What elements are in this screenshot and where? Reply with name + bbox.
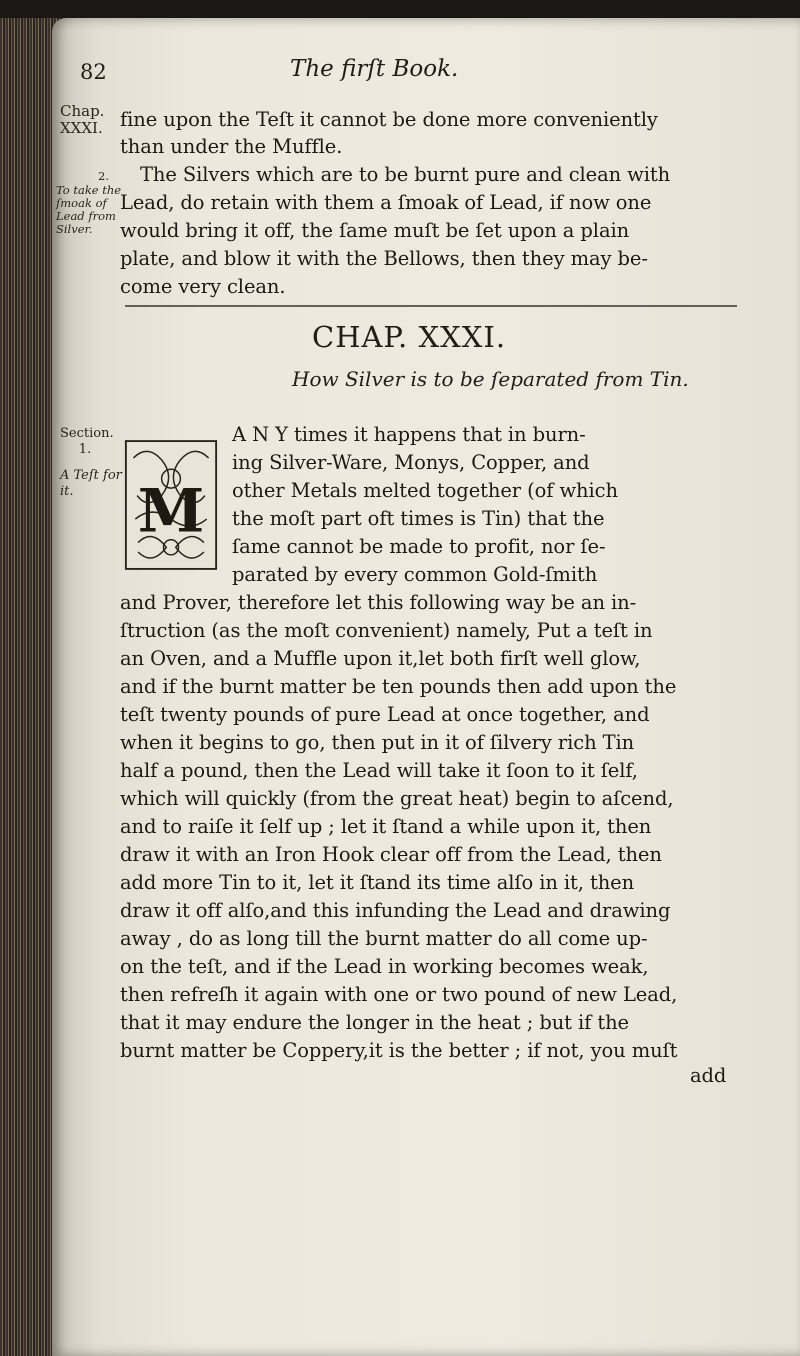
- running-head: The firſt Book.: [290, 56, 459, 82]
- margin-note-line: To take the: [56, 183, 122, 197]
- text-line: add more Tin to it, let it ſtand its time alſo in it, then: [120, 871, 635, 894]
- catchword: add: [690, 1064, 727, 1087]
- margin-chap: Chap.: [60, 102, 105, 120]
- chapter-title: CHAP. XXXI.: [312, 320, 507, 354]
- margin-section-num: 1.: [78, 442, 92, 457]
- text-line: which will quickly (from the great heat) begin to aſcend,: [120, 787, 674, 810]
- text-line: Lead, do retain with them a ſmoak of Lead, if now one: [120, 191, 652, 214]
- text-line: the moſt part oft times is Tin) that the: [232, 507, 605, 530]
- text-line: ing Silver-Ware, Monys, Copper, and: [232, 451, 590, 474]
- text-line: burnt matter be Coppery,it is the better ; if not, you muſt: [120, 1039, 678, 1062]
- text-line: draw it with an Iron Hook clear off from the Lead, then: [120, 843, 662, 866]
- margin-note-line: Lead from: [56, 209, 116, 223]
- text-line: on the teſt, and if the Lead in working becomes weak,: [120, 955, 649, 978]
- book-spine: [0, 18, 60, 1356]
- text-line: when it begins to go, then put in it of ſilvery rich Tin: [120, 731, 635, 754]
- text-line: parated by every common Gold-ſmith: [232, 563, 598, 586]
- margin-note-line: it.: [60, 484, 74, 499]
- ornamental-initial-m-icon: [124, 425, 218, 585]
- page-number: 82: [80, 60, 107, 84]
- text-line: plate, and blow it with the Bellows, then they may be-: [120, 247, 648, 270]
- text-line: than under the Muffle.: [120, 135, 343, 158]
- text-line: come very clean.: [120, 275, 286, 298]
- text-line: an Oven, and a Muffle upon it,let both firſt well glow,: [120, 647, 641, 670]
- text-line: teſt twenty pounds of pure Lead at once together, and: [120, 703, 650, 726]
- margin-section-label: Section.: [60, 426, 114, 441]
- text-line: ſtruction (as the moſt convenient) namely, Put a teſt in: [120, 619, 653, 642]
- text-line: would bring it off, the ſame muſt be ſet upon a plain: [120, 219, 630, 242]
- margin-note-smoak: [56, 184, 121, 236]
- margin-chapter-ref: [60, 103, 104, 137]
- text-line: other Metals melted together (of which: [232, 479, 618, 502]
- margin-note-number: 2.: [98, 169, 109, 183]
- text-line: and if the burnt matter be ten pounds then add upon the: [120, 675, 677, 698]
- text-line: fine upon the Teſt it cannot be done more conveniently: [120, 108, 658, 131]
- svg-text:M: M: [137, 476, 205, 547]
- text-line: away , do as long till the burnt matter do all come up-: [120, 927, 648, 950]
- text-line: and to raiſe it ſelf up ; let it ſtand a while upon it, then: [120, 815, 652, 838]
- text-line: ſame cannot be made to profit, nor ſe-: [232, 535, 606, 558]
- text-line: draw it off alſo,and this infunding the Lead and drawing: [120, 899, 671, 922]
- chapter-subtitle: How Silver is to be ſeparated from Tin.: [292, 367, 689, 391]
- margin-note-line: ſmoak of: [56, 196, 107, 210]
- text-line: The Silvers which are to be burnt pure and clean with: [140, 163, 671, 186]
- text-line: A N Y times it happens that in burn-: [232, 423, 586, 446]
- section-rule: [125, 305, 737, 307]
- text-line: that it may endure the longer in the heat ; but if the: [120, 1011, 629, 1034]
- text-line: then refreſh it again with one or two pound of new Lead,: [120, 983, 678, 1006]
- margin-note-test: [60, 468, 122, 500]
- margin-note-line: A Teſt for: [60, 468, 122, 483]
- margin-note-line: Silver.: [56, 222, 93, 236]
- text-line: half a pound, then the Lead will take it ſoon to it ſelf,: [120, 759, 638, 782]
- margin-chap-num: XXXI.: [60, 119, 103, 137]
- margin-section: [60, 426, 114, 458]
- text-line: and Prover, therefore let this following way be an in-: [120, 591, 637, 614]
